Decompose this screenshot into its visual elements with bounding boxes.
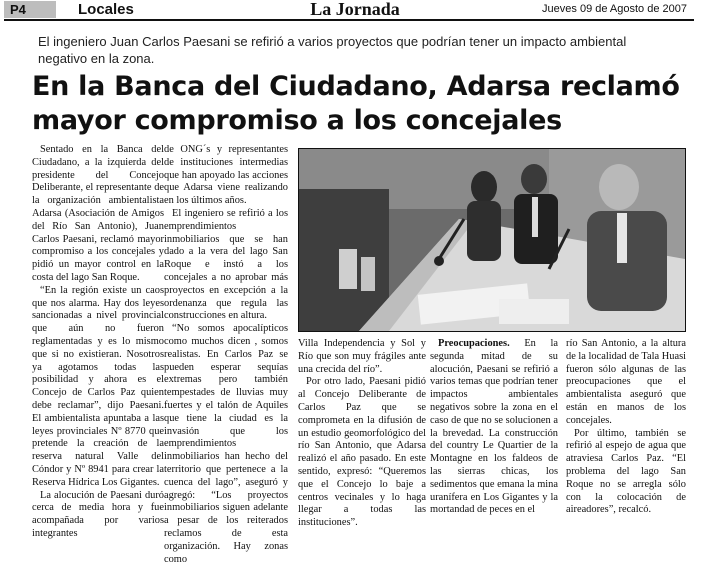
paragraph-text: En la segunda mitad de su alocución, Paesani se refirió a varios temas que podrían tener impactos ambientales negativos sobre la zona en el caso de que no se solucionen a la brevedad. La construcción del country Le Quartier de la Montagne en los faldeos de las sierras chicas, los sedimentos que emana la mina uranífera en Los Gigantes y la mortandad de peces en el: [430, 338, 558, 516]
header-rule: [4, 19, 694, 21]
paragraph: de ONG´s y representantes de instituciones intermedias que han apoyado las acciones que Adarsa viene realizando en los últimos años.: [164, 144, 288, 207]
paragraph: “No somos apocalípticos como muchos dicen , somos realistas. En Carlos Paz se pueden esperar sequías extremas pero también tempestades de lluvias muy fuertes y el talón de Aquiles que tiene la ciudad es la invasión que los emprendimientos inmobiliarios han hecho del territorio que pertenece a la cuenca del lago”, aseguró y agregó: “Los proyectos inmobiliarios siguen adelante a pesar de los reiterados reclamos de esta organización. Hay zonas como: [164, 323, 288, 565]
page-header: [0, 0, 701, 20]
article-column-4: [430, 338, 558, 517]
section-title: Locales: [78, 1, 134, 18]
paragraph: río San Antonio, a la altura de la localidad de Tala Huasi fueron sólo algunas de las preocupaciones que el ambientalista aseguró que están en manos de los concejales.: [566, 338, 686, 426]
paragraph: El ingeniero se refirió a los emprendimientos inmobiliarios que se han dado a la vera del lago San Roque e instó a los concejales a no aprobar más proyectos en excepción a la ordenanza que regula las construcciones en altura.: [164, 207, 288, 322]
paragraph: [430, 338, 558, 517]
subheading-lead: Preocupaciones.: [438, 338, 510, 349]
paragraph: Por otro lado, Paesani pidió al Concejo Deliberante de Carlos Paz que se comprometa en la difusión de un estudio geomorfológico del río San Antonio, que Adarsa realizó el año pasado. En este sentido, expresó: “Queremos que el Concejo lo baje a centros vecinales y lo haga llegar a todas las instituciones”.: [298, 376, 426, 529]
paragraph: Sentado en la Banca del Ciudadano, a la izquierda del presidente del Concejo Deliberante, el representante de la organización ambientalista Adarsa (Asociación de Amigos del Río San Antonio), Juan Carlos Paesani, reclamó mayor compromiso a los concejales y pidió un mayor control en la costa del lago San Roque.: [32, 144, 164, 283]
article-headline: En la Banca del Ciudadano, Adarsa reclamó mayor compromiso a los concejales: [32, 71, 680, 136]
article-column-2: [164, 144, 288, 565]
article-column-1: [32, 144, 164, 539]
issue-date: Jueves 09 de Agosto de 2007: [542, 3, 687, 15]
paragraph: Por último, también se refirió al espejo de agua que atraviesa Carlos Paz. “El problema del lago San Roque no se arregla sólo con la colocación de aireadores”, recalcó.: [566, 427, 686, 516]
article-subtitle: El ingeniero Juan Carlos Paesani se refirió a varios proyectos que podrían tener un impacto ambiental negativo en la zona.: [38, 34, 627, 66]
masthead-logo: La Jornada: [310, 0, 400, 19]
paragraph: La alocución de Paesani duró cerca de media hora y fue acompañada por varios integrantes: [32, 489, 164, 539]
article-column-3: [298, 338, 426, 530]
article-photo: [298, 148, 686, 332]
paragraph: Villa Independencia y Sol y Río que son muy frágiles ante una crecida del río”.: [298, 338, 426, 375]
paragraph: “En la región existe un caos que nos alarma. Hay dos leyes sancionadas a nivel provincial que aún no fueron reglamentadas y es lo mismo que si no existieran. Nosotros ya agotamos todas las posibilidad y ahora es el Concejo de Carlos Paz quien debe reclamar”, dijo Paesani. El ambientalista apuntaba a las leyes provinciales Nº 8770 que pretende la creación de la reserva natural Valle del Cóndor y Nº 8941 para crear la Reserva Hídrica Los Gigantes.: [32, 284, 164, 488]
article-column-5: [566, 338, 686, 517]
page-number-label: P4: [4, 1, 56, 18]
meeting-photo-illustration: [299, 149, 685, 331]
